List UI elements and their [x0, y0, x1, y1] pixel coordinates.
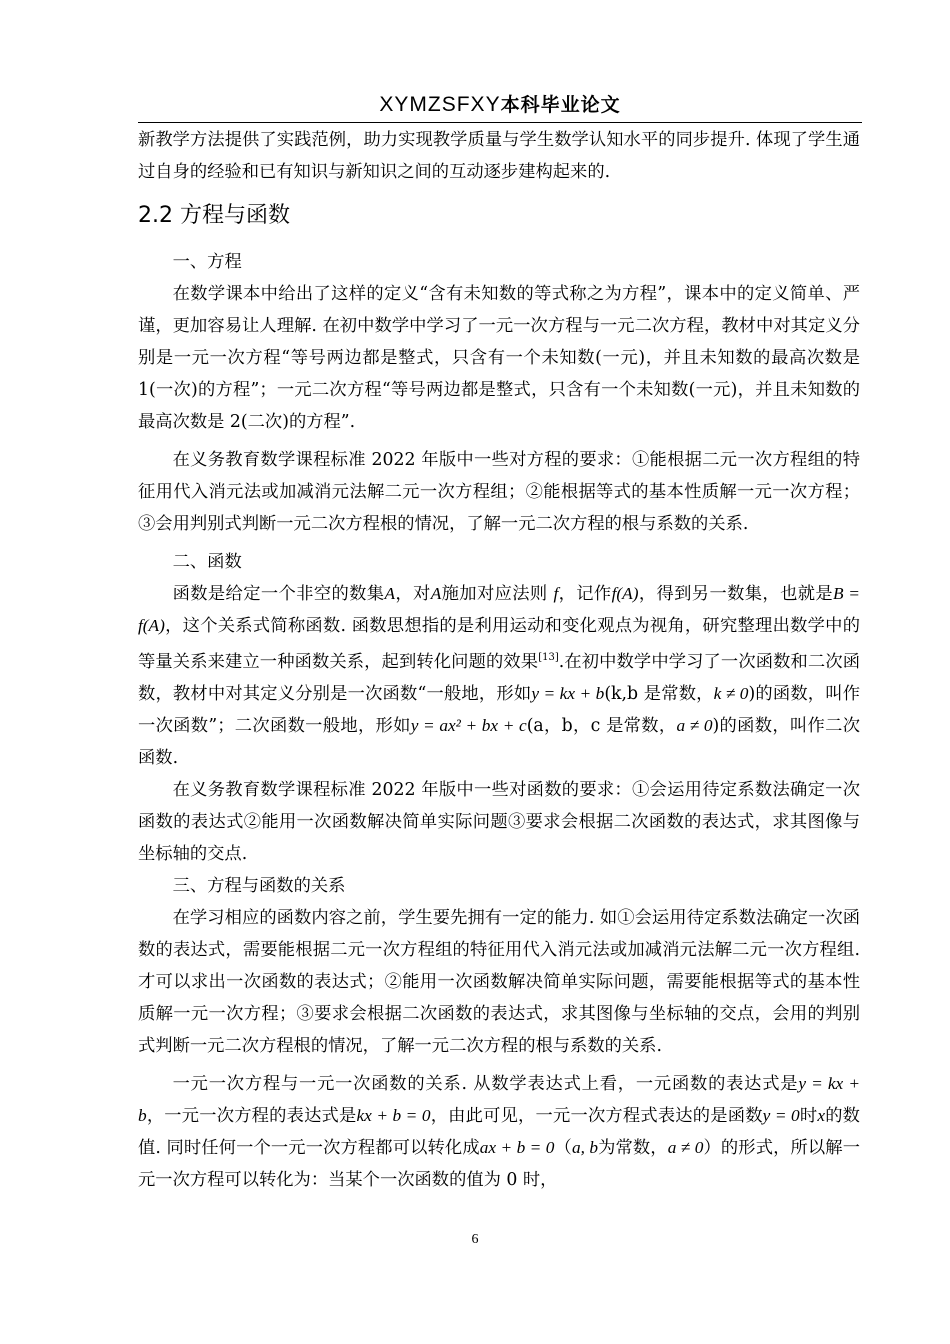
header-latin: XYMZSFXY	[379, 93, 501, 116]
math-formula: a, b	[571, 1137, 598, 1157]
text: 时	[799, 1105, 818, 1126]
paragraph: 在数学课本中给出了这样的定义“含有未知数的等式称之为方程”，课本中的定义简单、严谨，更加容易让人理解. 在初中数学中学习了一元一次方程与一元二次方程，教材中对其定义分别是一元一次方程“等号两边都是整式，只含有一个未知数(一元)，并且未知数的最高次数是 1(一次)的方程”；一元二次方程“等号两边都是整式，只含有一个未知数(一元)，并且未知数的最高次数是 2(二次)的方程”.	[138, 284, 860, 432]
text: )的函数，叫作二次函数.	[138, 715, 860, 768]
math-formula: f(A)	[611, 584, 639, 603]
section-title: 2.2 方程与函数	[138, 203, 290, 228]
math-formula: y = 0	[762, 1105, 800, 1125]
math-formula: B = f(A)	[138, 584, 860, 635]
paragraph: 在义务教育数学课程标准 2022 年版中一些对方程的要求：①能根据二元一次方程组的特征用代入消元法或加减消元法解二元一次方程组；②能根据等式的基本性质解一元一次方程；③会用判别式判断一元二次方程根的情况，了解一元二次方程的根与系数的关系.	[138, 450, 860, 534]
citation: [13]	[538, 652, 559, 663]
math-formula: kx + b = 0	[356, 1105, 431, 1125]
math-formula: a ≠ 0	[667, 1137, 704, 1157]
math-formula: ax + b = 0	[479, 1137, 555, 1157]
subheading: 二、函数	[172, 552, 242, 572]
paragraph: 在学习相应的函数内容之前，学生要先拥有一定的能力. 如①会运用待定系数法确定一次函数的表达式，需要能根据二元一次方程组的特征用代入消元法或加减消元法解二元一次方程组.才可以求出一次函数的表达式；②能用一次函数解决简单实际问题，需要能根据等式的基本性质解一元一次方程；③要求会根据二次函数的表达式，求其图像与坐标轴的交点，会用的判别式判断一元二次方程根的情况，了解一元二次方程的根与系数的关系.	[138, 907, 860, 1056]
text: ，对	[395, 584, 431, 604]
text: (k,b 是常数，	[604, 683, 714, 704]
text: (a，b，c 是常数，	[526, 715, 677, 736]
math-formula: y = kx + b	[531, 683, 605, 703]
paragraph: 新教学方法提供了实践范例，助力实现教学质量与学生数学认知水平的同步提升. 体现了学生通过自身的经验和已有知识与新知识之间的互动逐步建构起来的.	[138, 130, 860, 182]
text: )的函数，叫作一次函数”；二次函数一般地，形如	[138, 683, 860, 736]
math-formula: y = ax² + bx + c	[410, 715, 527, 735]
page-header	[138, 88, 862, 123]
math-formula: y = kx + b	[138, 1073, 860, 1125]
text: ，记作	[558, 584, 612, 604]
text: 函数是给定一个非空的数集	[172, 584, 385, 604]
header-title	[379, 88, 620, 122]
text: .在初中数学中学习了一次函数和二次函数，教材中对其定义分别是一次函数“一般地，形如	[138, 651, 860, 704]
text: ，这个关系式简称函数. 函数思想指的是利用运动和变化观点为视角，研究整理出数学中的等量关系来建立一种函数关系，起到转化问题的效果	[138, 616, 860, 672]
text: ，由此可见，一元一次方程式表达的是函数	[430, 1105, 763, 1126]
header-cn: 本科毕业论文	[500, 94, 621, 116]
text: 的数值. 同时任何一个一元一次方程都可以转化成	[138, 1105, 860, 1158]
math-formula: A	[430, 584, 442, 603]
math-formula: f	[553, 584, 559, 603]
text: （	[554, 1137, 572, 1158]
subheading: 三、方程与函数的关系	[172, 875, 346, 896]
subheading: 一、方程	[172, 252, 242, 272]
paragraph: 在义务教育数学课程标准 2022 年版中一些对函数的要求：①会运用待定系数法确定一次函数的表达式②能用一次函数解决简单实际问题③要求会根据二次函数的表达式，求其图像与坐标轴的交点.	[138, 779, 860, 864]
text: ）的形式，所以解一元一次方程可以转化为：当某个一次函数的值为 0 时，	[138, 1137, 860, 1190]
paragraph-function-definition	[138, 578, 860, 774]
page-body	[138, 124, 860, 1196]
text: ，一元一次方程的表达式是	[146, 1105, 357, 1126]
text: 施加对应法则	[441, 584, 548, 604]
paragraph-equation-function	[138, 1068, 860, 1196]
math-formula: A	[384, 584, 396, 603]
page-number: 6	[471, 1232, 479, 1247]
math-formula: k ≠ 0	[713, 683, 749, 703]
math-formula: a ≠ 0	[676, 715, 713, 735]
text: ，得到另一数集，也就是	[638, 584, 834, 604]
math-formula: x	[817, 1105, 826, 1125]
text: 为常数，	[597, 1137, 668, 1158]
text: 一元一次方程与一元一次函数的关系. 从数学表达式上看，一元函数的表达式是	[172, 1073, 799, 1094]
